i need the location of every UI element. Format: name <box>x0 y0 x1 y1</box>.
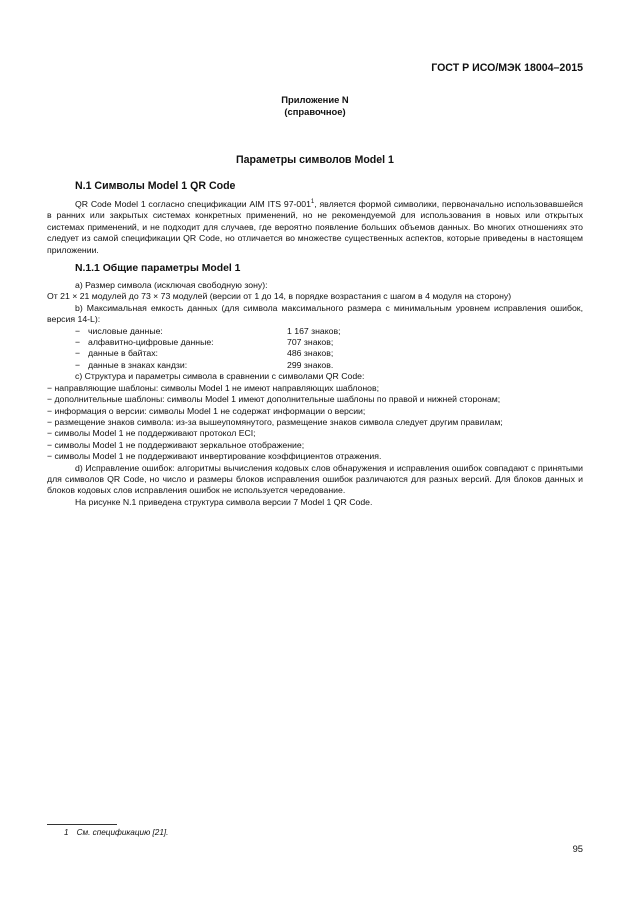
list-dash: − <box>75 337 81 348</box>
list-item: − направляющие шаблоны: символы Model 1 не имеют направляющих шаблонов; <box>47 382 379 393</box>
capacity-value: 299 знаков. <box>287 359 334 370</box>
capacity-value: 1 167 знаков; <box>287 325 341 336</box>
capacity-row <box>75 326 583 337</box>
capacity-label: данные в знаках кандзи: <box>88 359 188 370</box>
annex-heading <box>0 94 630 118</box>
figure-reference: На рисунке N.1 приведена структура символа версии 7 Model 1 QR Code. <box>75 496 373 507</box>
item-b-title: b) Максимальная емкость данных (для символа максимального размера с минимальным уровнем исправления ошибок, версия 14-L): <box>47 302 583 325</box>
capacity-label: алфавитно-цифровые данные: <box>88 337 214 348</box>
capacity-table <box>47 326 583 372</box>
footnote-divider <box>47 824 117 825</box>
capacity-value: 486 знаков; <box>287 348 334 359</box>
list-item: − символы Model 1 не поддерживают зеркальное отображение; <box>47 439 305 450</box>
list-item: − символы Model 1 не поддерживают инвертирование коэффициентов отражения. <box>47 451 382 462</box>
list-item: − дополнительные шаблоны: символы Model 1 имеют дополнительные шаблоны по правой и нижней сторонам; <box>47 394 501 405</box>
list-item: − символы Model 1 не поддерживают протокол ECI; <box>47 428 256 439</box>
annex-title: Приложение N <box>281 94 349 105</box>
footnote <box>64 828 168 837</box>
footnote-text: См. спецификацию [21]. <box>76 828 169 837</box>
capacity-row <box>75 348 583 359</box>
document-body <box>47 180 583 508</box>
capacity-row <box>75 360 583 371</box>
capacity-label: числовые данные: <box>88 325 163 336</box>
item-d-text: d) Исправление ошибок: алгоритмы вычисления кодовых слов обнаружения и исправления ошибок совпадают с принятыми для символов QR Code, но число и размеры блоков исправления ошибок различаются для разных версий. Для блоков данных и блоков кодовых слов исправления ошибок не используется чередование. <box>47 462 583 496</box>
list-dash: − <box>75 359 81 370</box>
capacity-row <box>75 337 583 348</box>
paragraph-text: QR Code Model 1 согласно спецификации AIM ITS 97-001 <box>75 199 311 209</box>
item-a-title: а) Размер символа (исключая свободную зону): <box>75 280 268 291</box>
item-c-title: c) Структура и параметры символа в сравнении с символами QR Code: <box>75 371 365 382</box>
list-dash: − <box>75 348 81 359</box>
list-item: − размещение знаков символа: из-за вышеупомянутого, размещение знаков символа следует другим правилам; <box>47 416 503 427</box>
paragraph-text: , является формой символики, первоначально использовавшейся в ранних или закрытых системах конкретных применений, но не рекомендуемой для использования в новых или открытых системах применений, и не подходит для случаев, где вероятно появление больших объемов данных. Во многих отношениях это следует из самой спецификации QR Code, но отличается во множестве существенных аспектов, которые приведены в настоящем приложении. <box>47 199 584 255</box>
footnote-reference[interactable]: 1 <box>310 199 315 206</box>
list-item: − информация о версии: символы Model 1 не содержат информации о версии; <box>47 405 366 416</box>
page-number: 95 <box>572 843 583 854</box>
annex-status: (справочное) <box>284 106 346 117</box>
page-title: Параметры символов Model 1 <box>236 154 394 166</box>
list-dash: − <box>75 325 81 336</box>
item-a-text: От 21 × 21 модулей до 73 × 73 модулей (версии от 1 до 14, в порядке возрастания с шагом в 4 модуля на сторону) <box>47 291 512 302</box>
section-n11-heading: N.1.1 Общие параметры Model 1 <box>75 263 241 275</box>
capacity-label: данные в байтах: <box>88 348 158 359</box>
capacity-value: 707 знаков; <box>287 337 334 348</box>
section-n1-heading: N.1 Символы Model 1 QR Code <box>75 180 236 192</box>
standard-header: ГОСТ Р ИСО/МЭК 18004–2015 <box>431 62 583 74</box>
footnote-number: 1 <box>64 828 69 837</box>
section-n1-paragraph <box>47 199 583 256</box>
